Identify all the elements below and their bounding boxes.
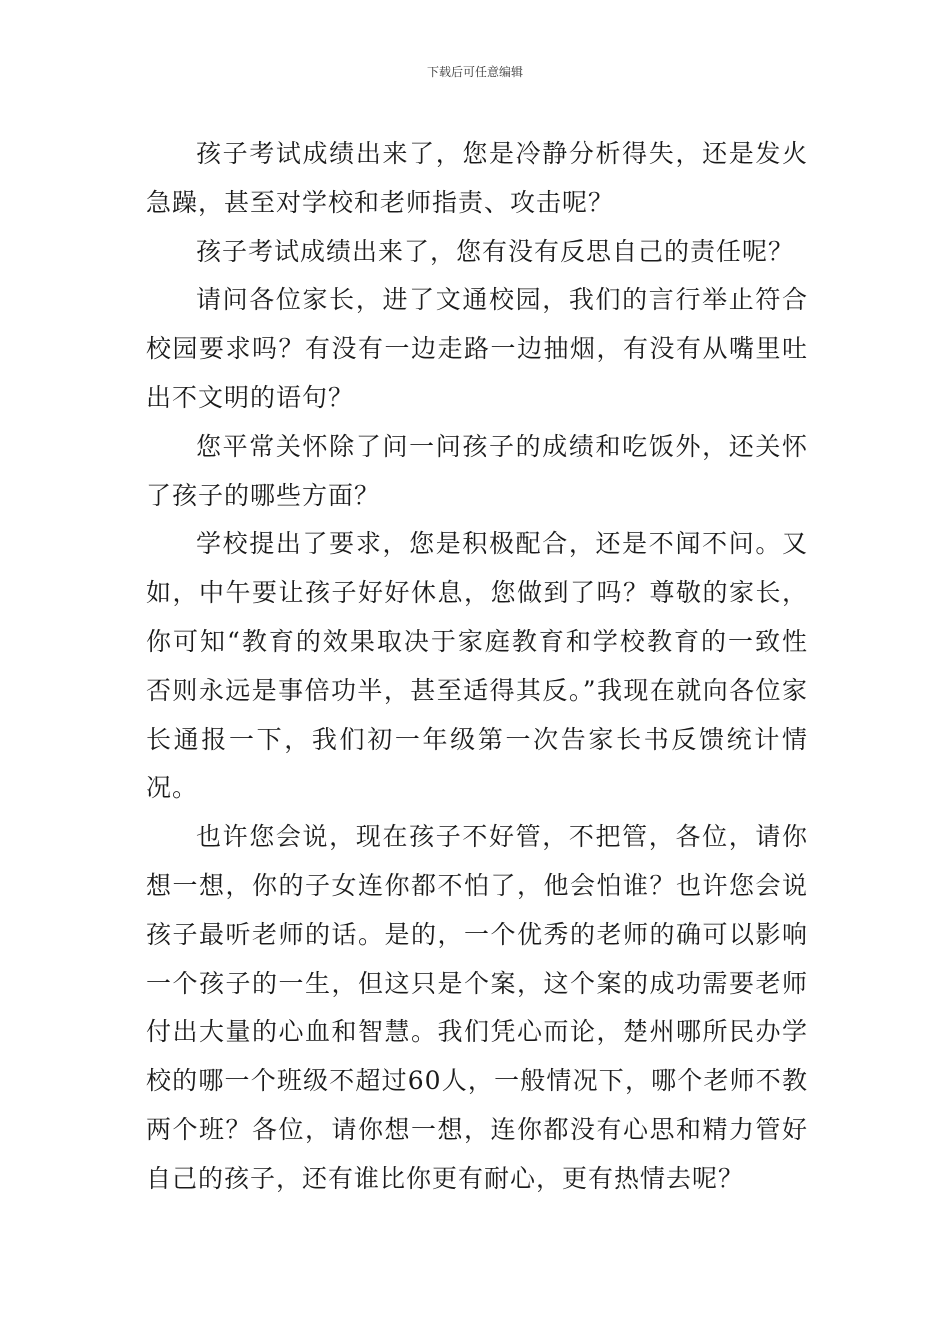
document-body xyxy=(146,130,808,1204)
paragraph: 也许您会说，现在孩子不好管，不把管，各位，请你想一想，你的子女连你都不怕了，他会怕谁？也许您会说孩子最听老师的话。是的，一个优秀的老师的确可以影响一个孩子的一生，但这只是个案，这个案的成功需要老师付出大量的心血和智慧。我们凭心而论，楚州哪所民办学校的哪一个班级不超过60人，一般情况下，哪个老师不教两个班？各位，请你想一想，连你都没有心思和精力管好自己的孩子，还有谁比你更有耐心，更有热情去呢？ xyxy=(146,822,808,1193)
page-header: 下载后可任意编辑 xyxy=(426,65,523,79)
paragraph: 您平常关怀除了问一问孩子的成绩和吃饭外，还关怀了孩子的哪些方面？ xyxy=(146,431,808,510)
paragraph: 孩子考试成绩出来了，您是冷静分析得失，还是发火急躁，甚至对学校和老师指责、攻击呢？ xyxy=(146,139,808,217)
paragraph: 学校提出了要求，您是积极配合，还是不闻不问。又如，中午要让孩子好好休息，您做到了吗？尊敬的家长，你可知“教育的效果取决于家庭教育和学校教育的一致性否则永远是事倍功半，甚至适得其反。”我现在就向各位家长通报一下，我们初一年级第一次告家长书反馈统计情况。 xyxy=(146,529,808,803)
paragraph: 请问各位家长，进了文通校园，我们的言行举止符合校园要求吗？有没有一边走路一边抽烟，有没有从嘴里吐出不文明的语句？ xyxy=(146,285,808,412)
paragraph: 孩子考试成绩出来了，您有没有反思自己的责任呢？ xyxy=(196,236,795,266)
